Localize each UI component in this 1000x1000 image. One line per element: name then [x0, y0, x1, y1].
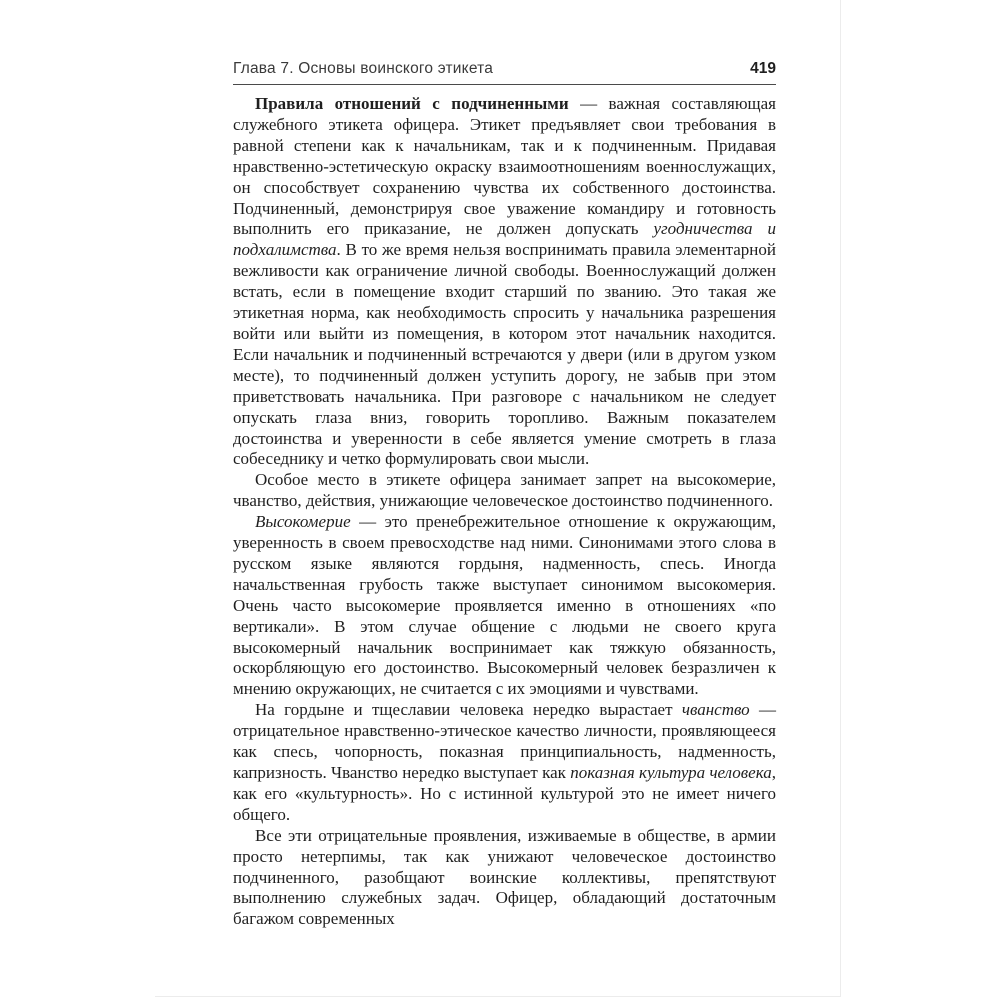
paragraph [233, 470, 776, 512]
text-run-normal: — это пренебрежительное отношение к окружающим, уверенность в своем превосходстве над ними. Синонимами этого слова в русском языке являются гордыня, надменность, спесь. Иногда начальственная грубость также выступает синонимом высокомерия. Очень часто высокомерие проявляется именно в отношениях «по вертикали». В этом случае общение с людьми не своего круга высокомерный начальник воспринимает как тяжкую обязанность, оскорбляющую его достоинство. Высокомерный человек безразличен к мнению окружающих, не считается с их эмоциями и чувствами. [233, 512, 776, 699]
text-run-normal: . В то же время нельзя воспринимать правила элементарной вежливости как ограничение личной свободы. Военнослужащий должен встать, если в помещение входит старший по званию. Это такая же этикетная норма, как необходимость спросить у начальника разрешения войти или выйти из помещения, в котором этот начальник находится. Если начальник и подчиненный встречаются у двери (или в другом узком месте), то подчиненный должен уступить дорогу, не забыв при этом приветствовать начальника. При разговоре с начальником не следует опускать глаза вниз, говорить торопливо. Важным показателем достоинства и уверенности в себе является умение смотреть в глаза собеседнику и четко формулировать свои мысли. [233, 240, 776, 469]
page-body [233, 94, 776, 930]
page-header [233, 60, 776, 85]
paragraph [233, 94, 776, 470]
text-run-normal: На гордыне и тщеславии человека нередко вырастает [255, 700, 682, 720]
text-run-normal: Все эти отрицательные проявления, изживаемые в обществе, в армии просто нетерпимы, так как унижают человеческое достоинство подчиненного, разобщают воинские коллективы, препятствуют выполнению служебных задач. Офицер, обладающий достаточным багажом современных [233, 825, 776, 929]
text-run-bold: Правила отношений с подчиненными [255, 94, 569, 113]
text-run-italic: показная культура человека [570, 763, 772, 782]
paragraph [233, 826, 776, 931]
paragraph [233, 700, 776, 825]
text-run-normal: Особое место в этикете офицера занимает запрет на высокомерие, чванство, действия, унижающие человеческое достоинство подчиненного. [233, 470, 776, 511]
text-run-normal: — важная составляющая служебного этикета офицера. Этикет предъявляет свои требования в равной степени как к начальникам, так и к подчиненным. Придавая нравственно-эстетическую окраску взаимоотношениям военнослужащих, он способствует сохранению чувства их собственного достоинства. Подчиненный, демонстрируя свое уважение командиру и готовность выполнить его приказание, не должен допускать [233, 94, 776, 239]
text-run-normal: — отрицательное нравственно-этическое качество личности, проявляющееся как спесь, чопорность, показная принципиальность, надменность, капризность. Чванство нередко выступает как [233, 700, 776, 782]
chapter-title: Глава 7. Основы воинского этикета [233, 60, 494, 77]
text-run-italic: угодничества и подхалимства [233, 219, 776, 260]
text-run-italic: Высокомерие [255, 512, 351, 532]
text-run-normal: , как его «культурность». Но с истинной культурой это не имеет ничего общего. [233, 763, 776, 824]
page-edge-right [840, 0, 841, 997]
page-number: 419 [750, 60, 776, 77]
text-run-italic: чванство [681, 700, 750, 720]
page-edge-bottom [155, 996, 841, 997]
paragraph [233, 512, 776, 700]
